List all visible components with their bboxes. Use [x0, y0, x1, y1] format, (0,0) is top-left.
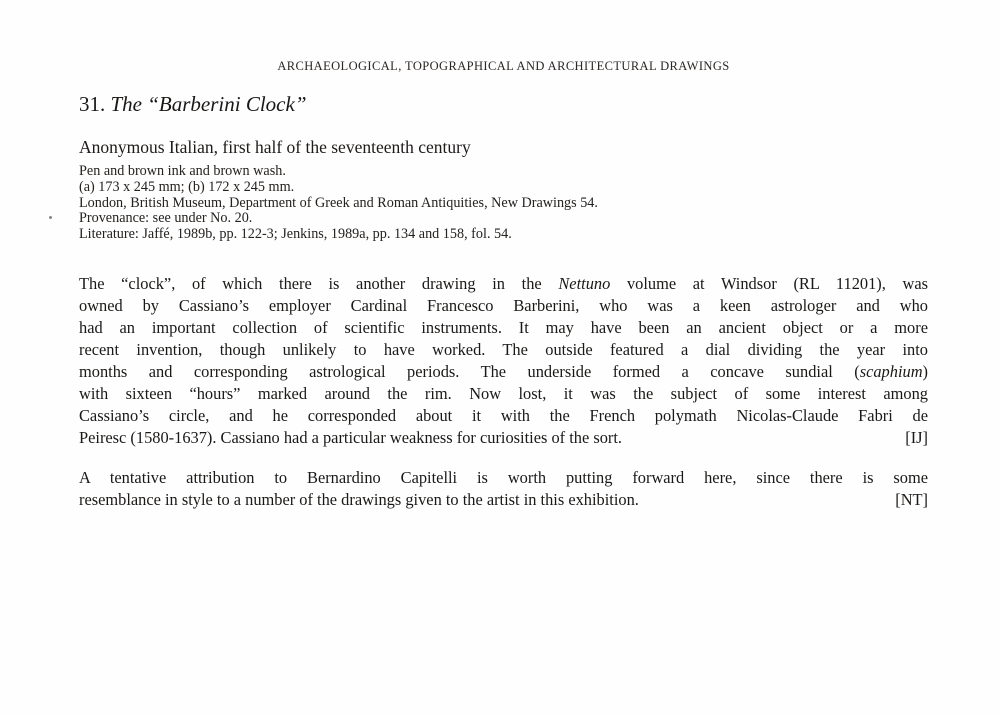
margin-speck [49, 216, 52, 219]
essay-line [79, 489, 928, 511]
essay-line: A tentative attribution to Bernardino Capitelli is worth putting forward here, since there is some [79, 468, 928, 487]
entry-number: 31. [79, 92, 106, 116]
text-run: months and corresponding astrological periods. The underside formed a concave sundial ( [79, 362, 860, 381]
text-run: volume at Windsor (RL 11201), was [610, 274, 928, 293]
essay-line: had an important collection of scientific instruments. It may have been an ancient object or a more [79, 318, 928, 337]
essay-paragraph-1 [79, 273, 928, 449]
entry-attribution: Anonymous Italian, first half of the seventeenth century [79, 137, 471, 157]
running-head: ARCHAEOLOGICAL, TOPOGRAPHICAL AND ARCHITECTURAL DRAWINGS [277, 59, 730, 73]
text-run: The “clock”, of which there is another drawing in the [79, 274, 559, 293]
entry-title-text: The “Barberini Clock” [110, 92, 307, 116]
catalogue-medium: Pen and brown ink and brown wash. [79, 163, 286, 179]
entry-title [79, 92, 307, 117]
text-run: ) [922, 362, 928, 381]
text-run: Peiresc (1580-1637). Cassiano had a particular weakness for curiosities of the sort. [79, 428, 623, 447]
catalogue-provenance: Provenance: see under No. 20. [79, 210, 253, 227]
catalogue-details [79, 164, 598, 243]
italic-title-nettuno: Nettuno [558, 274, 611, 293]
italic-term-scaphium: scaphium [859, 362, 923, 381]
catalogue-dimensions: (a) 173 x 245 mm; (b) 172 x 245 mm. [79, 178, 295, 195]
catalogue-literature: Literature: Jaffé, 1989b, pp. 122-3; Jenkins, 1989a, pp. 134 and 158, fol. 54. [79, 226, 512, 243]
essay-line [79, 427, 928, 449]
essay-line [79, 273, 928, 295]
author-initials: [NT] [895, 490, 928, 509]
catalogue-location: London, British Museum, Department of Greek and Roman Antiquities, New Drawings 54. [79, 194, 598, 211]
essay-paragraph-2 [79, 467, 928, 511]
essay-line: owned by Cassiano’s employer Cardinal Francesco Barberini, who was a keen astrologer and who [79, 296, 928, 315]
author-initials: [IJ] [905, 428, 928, 447]
essay-line [79, 361, 928, 383]
essay-line: Cassiano’s circle, and he corresponded about it with the French polymath Nicolas-Claude Fabri de [79, 406, 928, 425]
text-run: resemblance in style to a number of the drawings given to the artist in this exhibition. [79, 490, 639, 509]
essay-line: recent invention, though unlikely to have worked. The outside featured a dial dividing the year into [79, 340, 928, 359]
essay-line: with sixteen “hours” marked around the rim. Now lost, it was the subject of some interest among [79, 384, 928, 403]
